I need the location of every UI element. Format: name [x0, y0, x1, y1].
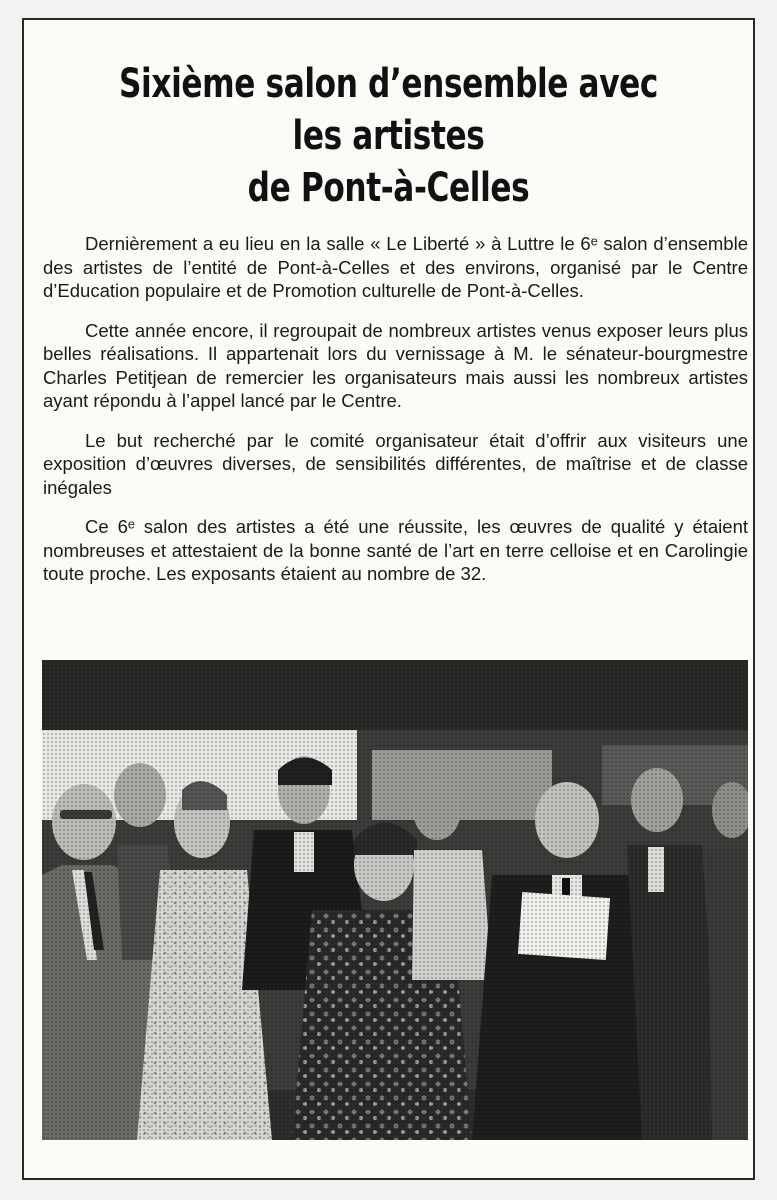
- article-body: [43, 232, 748, 602]
- paragraph-1: Dernièrement a eu lieu en la salle « Le Liberté » à Luttre le 6ᵉ salon d’ensemble des artistes de l’entité de Pont-à-Celles et des environs, organisé par le Centre d’Education populaire et de Promotion culturelle de Pont-à-Celles.: [43, 233, 748, 301]
- photo-illustration: [42, 660, 748, 1140]
- paragraph-2: Cette année encore, il regroupait de nombreux artistes venus exposer leurs plus belles réalisations. Il appartenait lors du vernissage à M. le sénateur-bourgmestre Charles Petitjean de remercier les organisateurs mais aussi les nombreux artistes ayant répondu à l’appel lancé par le Centre.: [43, 319, 748, 411]
- headline-line-2: de Pont-à-Celles: [247, 165, 530, 211]
- paragraph-3: Le but recherché par le comité organisateur était d’offrir aux visiteurs une exposition d’œuvres diverses, de sensibilités différentes, de maîtrise et de classe inégales: [43, 429, 748, 498]
- headline-line-1: Sixième salon d’ensemble avec les artistes: [118, 61, 659, 159]
- paragraph-4: Ce 6ᵉ salon des artistes a été une réussite, les œuvres de qualité y étaient nombreuses et attestaient de la bonne santé de l’art en terre celloise et en Carolingie toute proche. Les exposants étaient au nombre de 32.: [43, 516, 748, 584]
- article-headline: [104, 58, 673, 214]
- group-photo: [42, 660, 748, 1140]
- newspaper-clipping: [22, 18, 755, 1180]
